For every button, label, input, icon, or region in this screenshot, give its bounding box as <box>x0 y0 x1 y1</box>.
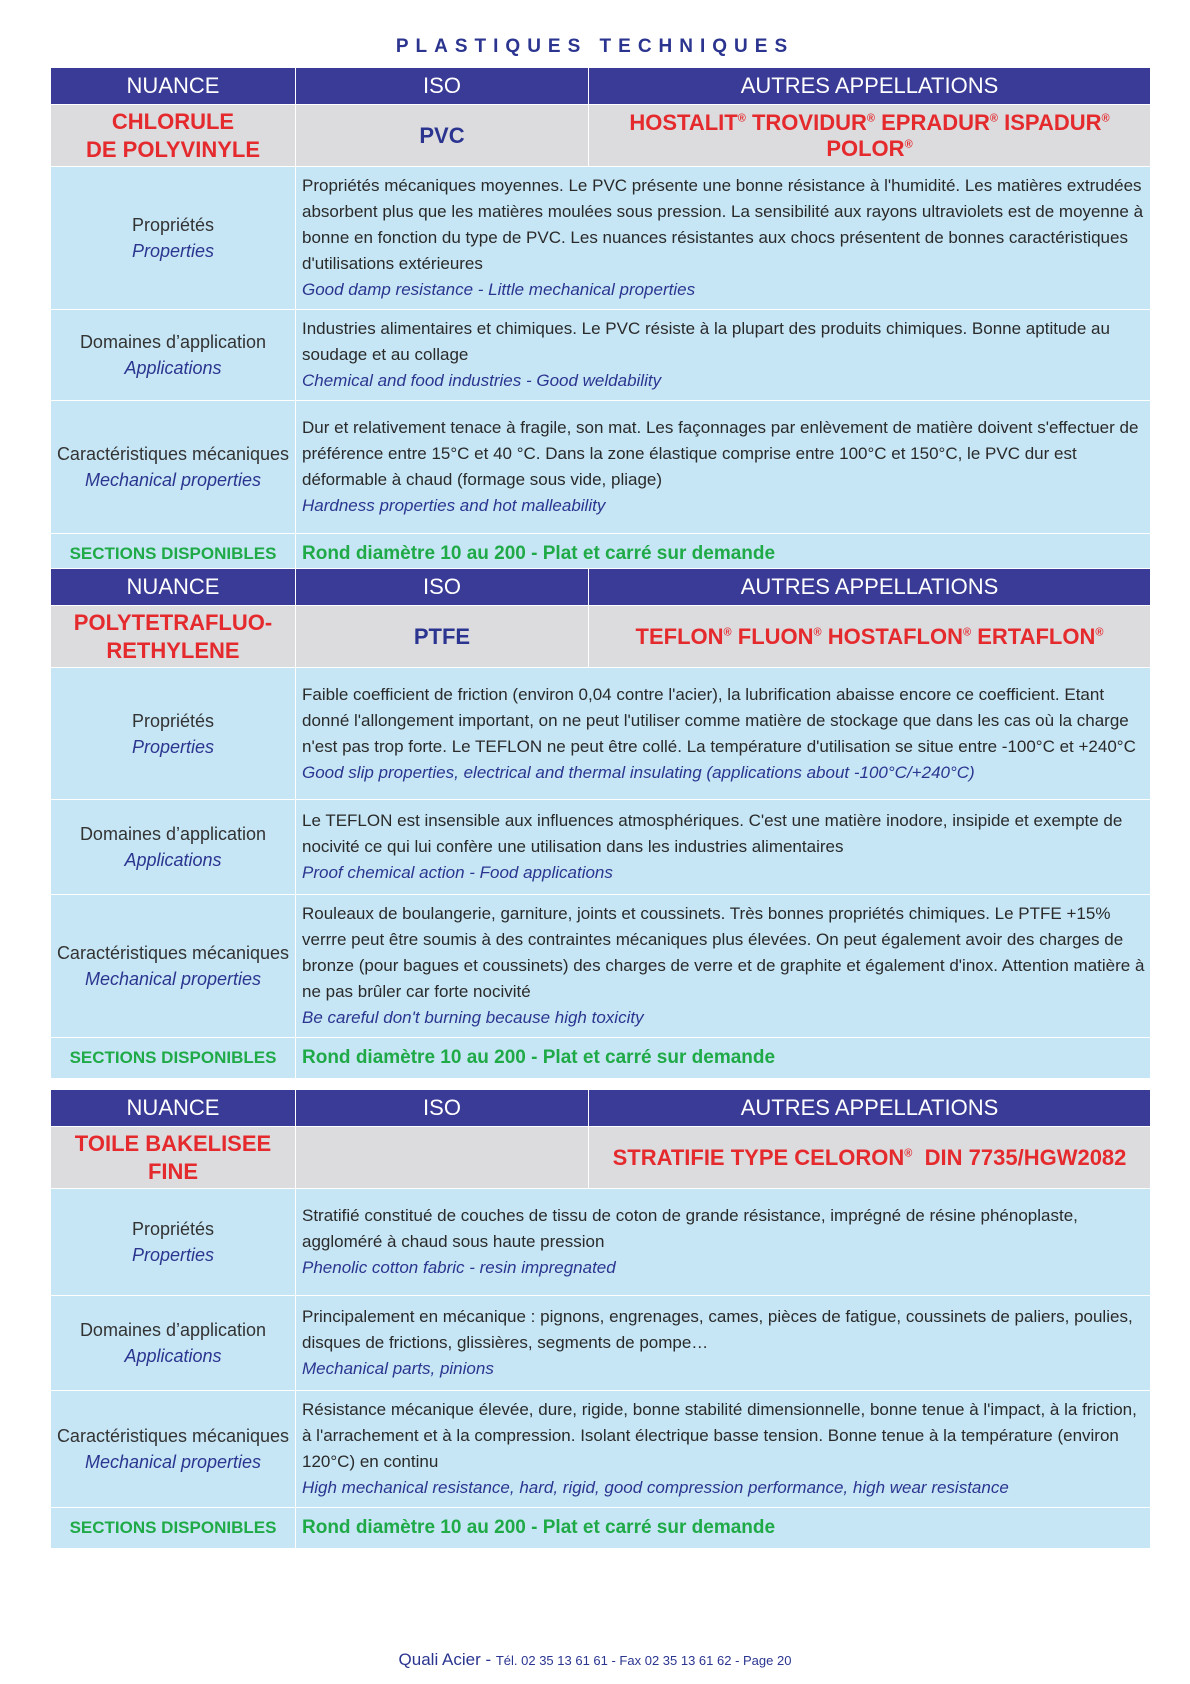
properties-row <box>51 668 1151 800</box>
mechanical-text: Dur et relativement tenace à fragile, son mat. Les façonnages par enlèvement de matière doivent s'effectuer de préférence entre 15°C et 40 °C. Dans la zone élastique comprise entre 100°C et 150°C, le PVC dur est déformable à chaud (formage sous vide, pliage) Hardness properties and hot malleability <box>296 401 1151 534</box>
properties-label: Propriétés Properties <box>51 167 296 310</box>
properties-text: Faible coefficient de friction (environ 0,04 contre l'acier), la lubrification abaisse encore ce coefficient. Etant donné l'allongement important, on ne peut l'utiliser comme matière de stockage que dans les cas où la charge n'est pas trop forte. Le TEFLON ne peut être collé. La température d'utilisation se situe entre -100°C et +240°C Good slip properties, electrical and thermal insulating (applications about -100°C/+240°C) <box>296 668 1151 800</box>
material-iso: PVC <box>296 105 589 167</box>
properties-label: Propriétés Properties <box>51 1189 296 1296</box>
mechanical-label: Caractéristiques mécaniques Mechanical properties <box>51 895 296 1038</box>
applications-label: Domaines d’application Applications <box>51 800 296 895</box>
header-row <box>51 68 1151 105</box>
applications-text: Principalement en mécanique : pignons, engrenages, cames, pièces de fatigue, coussinets de paliers, poulies, disques de frictions, glissières, segments de pompe… Mechanical parts, pinions <box>296 1296 1151 1391</box>
material-iso: PTFE <box>296 606 589 668</box>
header-nuance: NUANCE <box>51 1090 296 1127</box>
page-title: PLASTIQUES TECHNIQUES <box>395 36 795 57</box>
material-brands: TEFLON® FLUON® HOSTAFLON® ERTAFLON® <box>589 606 1151 668</box>
material-brands: HOSTALIT® TROVIDUR® EPRADUR® ISPADUR® POLOR® <box>589 105 1151 167</box>
sections-value: Rond diamètre 10 au 200 - Plat et carré sur demande <box>296 1508 1151 1549</box>
name-row <box>51 105 1151 167</box>
properties-text: Stratifié constitué de couches de tissu de coton de grande résistance, imprégné de résine phénoplaste, aggloméré à chaud sous haute pression Phenolic cotton fabric - resin impregnated <box>296 1189 1151 1296</box>
mechanical-text: Résistance mécanique élevée, dure, rigide, bonne stabilité dimensionnelle, bonne tenue à l'impact, à la friction, à l'arrachement et à la compression. Isolant électrique basse tension. Bonne tenue à la température (environ 120°C) en continu High mechanical resistance, hard, rigid, good compression performance, high wear resistance <box>296 1391 1151 1508</box>
sections-label: SECTIONS DISPONIBLES <box>51 1508 296 1549</box>
header-row <box>51 1090 1151 1127</box>
sections-label: SECTIONS DISPONIBLES <box>51 534 296 575</box>
header-nuance: NUANCE <box>51 569 296 606</box>
applications-text: Industries alimentaires et chimiques. Le PVC résiste à la plupart des produits chimiques. Bonne aptitude au soudage et au collage Chemical and food industries - Good weldability <box>296 310 1151 401</box>
properties-row <box>51 1189 1151 1296</box>
footer-contact: Tél. 02 35 13 61 61 - Fax 02 35 13 61 62 - Page 20 <box>495 1653 792 1668</box>
mechanical-row <box>51 401 1151 534</box>
header-iso: ISO <box>296 68 589 105</box>
sections-row <box>51 1508 1151 1549</box>
header-autres: AUTRES APPELLATIONS <box>589 68 1151 105</box>
material-name: CHLORULE DE POLYVINYLE <box>51 105 296 167</box>
header-nuance: NUANCE <box>51 68 296 105</box>
header-iso: ISO <box>296 569 589 606</box>
header-autres: AUTRES APPELLATIONS <box>589 569 1151 606</box>
mechanical-label: Caractéristiques mécaniques Mechanical properties <box>51 1391 296 1508</box>
applications-label: Domaines d’application Applications <box>51 310 296 401</box>
sections-value: Rond diamètre 10 au 200 - Plat et carré sur demande <box>296 534 1151 575</box>
page-footer <box>0 1650 1190 1670</box>
header-autres: AUTRES APPELLATIONS <box>589 1090 1151 1127</box>
header-row <box>51 569 1151 606</box>
properties-text: Propriétés mécaniques moyennes. Le PVC présente une bonne résistance à l'humidité. Les matières extrudées absorbent plus que les matières moulées sous pression. La sensibilité aux rayons ultraviolets est de moyenne à bonne en fonction du type de PVC. Les nuances résistantes aux chocs présentent de bonnes caractéristiques d'utilisations extérieures Good damp resistance - Little mechanical properties <box>296 167 1151 310</box>
applications-text: Le TEFLON est insensible aux influences atmosphériques. C'est une matière inodore, insipide et exempte de nocivité ce qui lui confère une utilisation dans les industries alimentaires Proof chemical action - Food applications <box>296 800 1151 895</box>
applications-row <box>51 310 1151 401</box>
applications-row <box>51 1296 1151 1391</box>
mechanical-text: Rouleaux de boulangerie, garniture, joints et coussinets. Très bonnes propriétés chimiques. Le PTFE +15% verrre peut être soumis à des contraintes mécaniques plus élevées. On peut également avoir des charges de bronze (pour bagues et coussinets) des charges de verre et de graphite et également d'inox. Attention matière à ne pas brûler car forte nocivité Be careful don't burning because high toxicity <box>296 895 1151 1038</box>
applications-label: Domaines d’application Applications <box>51 1296 296 1391</box>
header-iso: ISO <box>296 1090 589 1127</box>
mechanical-row <box>51 895 1151 1038</box>
material-name: TOILE BAKELISEE FINE <box>51 1127 296 1189</box>
sections-row <box>51 1038 1151 1079</box>
name-row <box>51 606 1151 668</box>
sections-label: SECTIONS DISPONIBLES <box>51 1038 296 1079</box>
material-table-bakelite <box>50 1089 1151 1549</box>
applications-row <box>51 800 1151 895</box>
name-row <box>51 1127 1151 1189</box>
properties-row <box>51 167 1151 310</box>
mechanical-label: Caractéristiques mécaniques Mechanical properties <box>51 401 296 534</box>
material-table-ptfe <box>50 568 1151 1079</box>
material-table-pvc <box>50 67 1151 575</box>
mechanical-row <box>51 1391 1151 1508</box>
sections-value: Rond diamètre 10 au 200 - Plat et carré sur demande <box>296 1038 1151 1079</box>
material-brands: STRATIFIE TYPE CELORON® DIN 7735/HGW2082 <box>589 1127 1151 1189</box>
footer-company: Quali Acier - <box>398 1650 496 1669</box>
material-iso <box>296 1127 589 1189</box>
properties-label: Propriétés Properties <box>51 668 296 800</box>
material-name: POLYTETRAFLUO- RETHYLENE <box>51 606 296 668</box>
